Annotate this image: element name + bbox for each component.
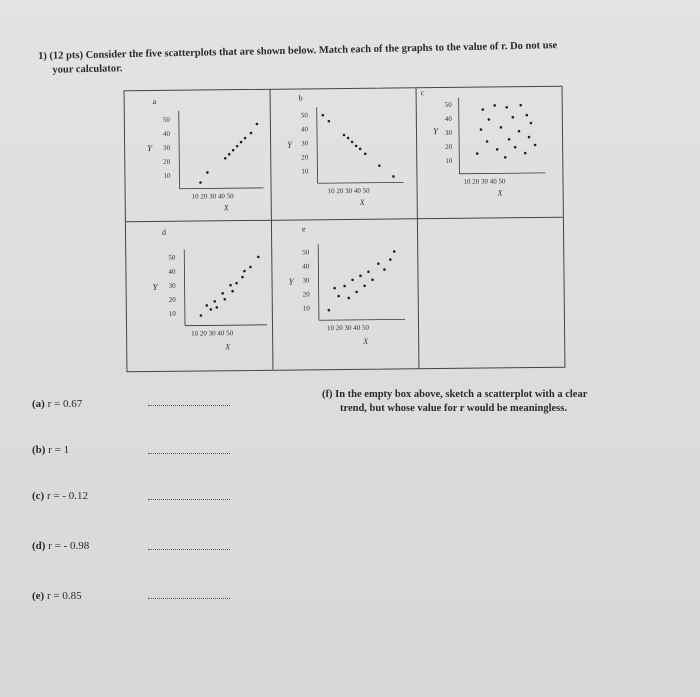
plot-b-points <box>321 113 394 178</box>
plot-d-xlabel: X <box>225 342 231 352</box>
plot-e-points <box>327 250 396 311</box>
answer-a-value: r = 0.67 <box>47 398 83 410</box>
plot-e-ytick-20: 20 <box>302 290 310 299</box>
plot-a-ylabel: Y <box>147 143 153 154</box>
plot-b-xticks: 10 20 30 40 50 <box>327 186 370 196</box>
answer-c-label: (c) <box>32 490 45 502</box>
answer-b <box>32 444 69 456</box>
answer-a-label: (a) <box>32 398 45 410</box>
plot-e-xlabel: X <box>363 336 369 346</box>
question-text <box>38 37 678 78</box>
plot-b <box>271 88 417 220</box>
answer-d-value: r = - 0.98 <box>48 540 90 552</box>
plot-e-svg <box>272 219 419 370</box>
part-f-line1: (f) In the empty box above, sketch a scatterplot with a clear <box>322 389 588 400</box>
part-f-line2: trend, but whose value for r would be meaningless. <box>340 403 567 414</box>
scatterplot-grid <box>124 86 566 373</box>
answer-d-blank[interactable] <box>148 548 230 550</box>
question-line1: Consider the five scatterplots that are shown below. Match each of the graphs to the value of r. Do not use <box>85 40 558 62</box>
plot-c-ytick-50: 50 <box>444 100 452 109</box>
plot-d-ytick-40: 40 <box>168 267 176 276</box>
answer-a <box>32 398 82 410</box>
question-number: 1) <box>38 50 47 62</box>
plot-c-ytick-30: 30 <box>444 128 453 137</box>
answer-e-value: r = 0.85 <box>46 590 82 602</box>
answer-a-blank[interactable] <box>148 404 230 406</box>
answer-b-blank[interactable] <box>148 452 230 454</box>
plot-a-ytick-20: 20 <box>163 157 171 166</box>
plot-d-ytick-50: 50 <box>168 253 176 262</box>
plot-e-xticks: 10 20 30 40 50 <box>326 323 370 333</box>
answer-e-blank[interactable] <box>148 597 230 599</box>
plot-d-ylabel: Y <box>152 281 158 293</box>
plot-b-ylabel: Y <box>287 139 293 150</box>
plot-a-svg <box>125 90 271 222</box>
plot-c-xticks: 10 20 30 40 50 <box>463 177 506 186</box>
plot-e-ytick-10: 10 <box>302 304 310 313</box>
plot-c-ytick-20: 20 <box>445 142 453 151</box>
question-line2: your calculator. <box>52 63 123 76</box>
plot-d-ytick-20: 20 <box>168 295 176 304</box>
plot-d-ytick-10: 10 <box>168 309 176 318</box>
answer-c-blank[interactable] <box>148 498 230 500</box>
plot-c-letter: c <box>420 88 425 98</box>
plot-e-ytick-40: 40 <box>302 262 310 271</box>
plot-a-ytick-50: 50 <box>162 115 170 124</box>
plot-e <box>272 219 419 370</box>
answer-c <box>32 490 88 502</box>
question-points: (12 pts) <box>49 50 84 62</box>
answer-d <box>32 540 89 552</box>
plot-d-svg <box>126 221 273 372</box>
answer-b-label: (b) <box>32 444 46 456</box>
plot-c-ytick-40: 40 <box>444 114 452 123</box>
plot-b-ytick-40: 40 <box>300 125 308 134</box>
plot-c-ytick-10: 10 <box>445 156 453 165</box>
plot-b-ytick-10: 10 <box>301 167 309 176</box>
plot-a-xlabel: X <box>223 203 229 213</box>
plot-b-letter: b <box>298 93 303 103</box>
answer-e-label: (e) <box>32 590 45 602</box>
plot-a-ytick-40: 40 <box>162 129 171 138</box>
answer-c-value: r = - 0.12 <box>46 490 88 502</box>
plot-c-points <box>475 104 536 159</box>
empty-sketch-box[interactable] <box>418 218 565 369</box>
plot-d-ytick-30: 30 <box>168 281 176 290</box>
plot-a <box>125 90 271 222</box>
plot-a-points <box>199 123 259 184</box>
plot-b-ytick-50: 50 <box>300 111 308 120</box>
plot-b-ytick-20: 20 <box>301 153 309 162</box>
plot-b-xlabel: X <box>359 197 365 207</box>
plot-c-ylabel: Y <box>432 126 439 137</box>
answer-b-value: r = 1 <box>48 444 70 456</box>
plot-a-ytick-10: 10 <box>163 171 171 180</box>
plot-b-ytick-30: 30 <box>301 139 309 148</box>
part-f-text <box>322 388 652 416</box>
plot-a-letter: a <box>152 96 157 107</box>
plot-d-letter: d <box>161 227 167 237</box>
plot-d <box>126 221 273 372</box>
answer-d-label: (d) <box>32 540 46 552</box>
plot-c-svg <box>417 87 563 219</box>
plot-d-points <box>199 256 260 317</box>
plot-e-ytick-30: 30 <box>302 276 310 285</box>
plot-c <box>417 87 563 219</box>
answer-e <box>32 590 82 602</box>
plot-a-xticks: 10 20 30 40 50 <box>191 192 234 201</box>
plot-e-ylabel: Y <box>288 276 294 287</box>
plot-c-xlabel: X <box>497 188 503 198</box>
plot-d-xticks: 10 20 30 40 50 <box>191 329 234 338</box>
plot-e-ytick-50: 50 <box>302 248 310 257</box>
plot-e-letter: e <box>301 224 306 234</box>
plot-b-svg <box>271 88 417 220</box>
plot-a-ytick-30: 30 <box>163 143 171 152</box>
